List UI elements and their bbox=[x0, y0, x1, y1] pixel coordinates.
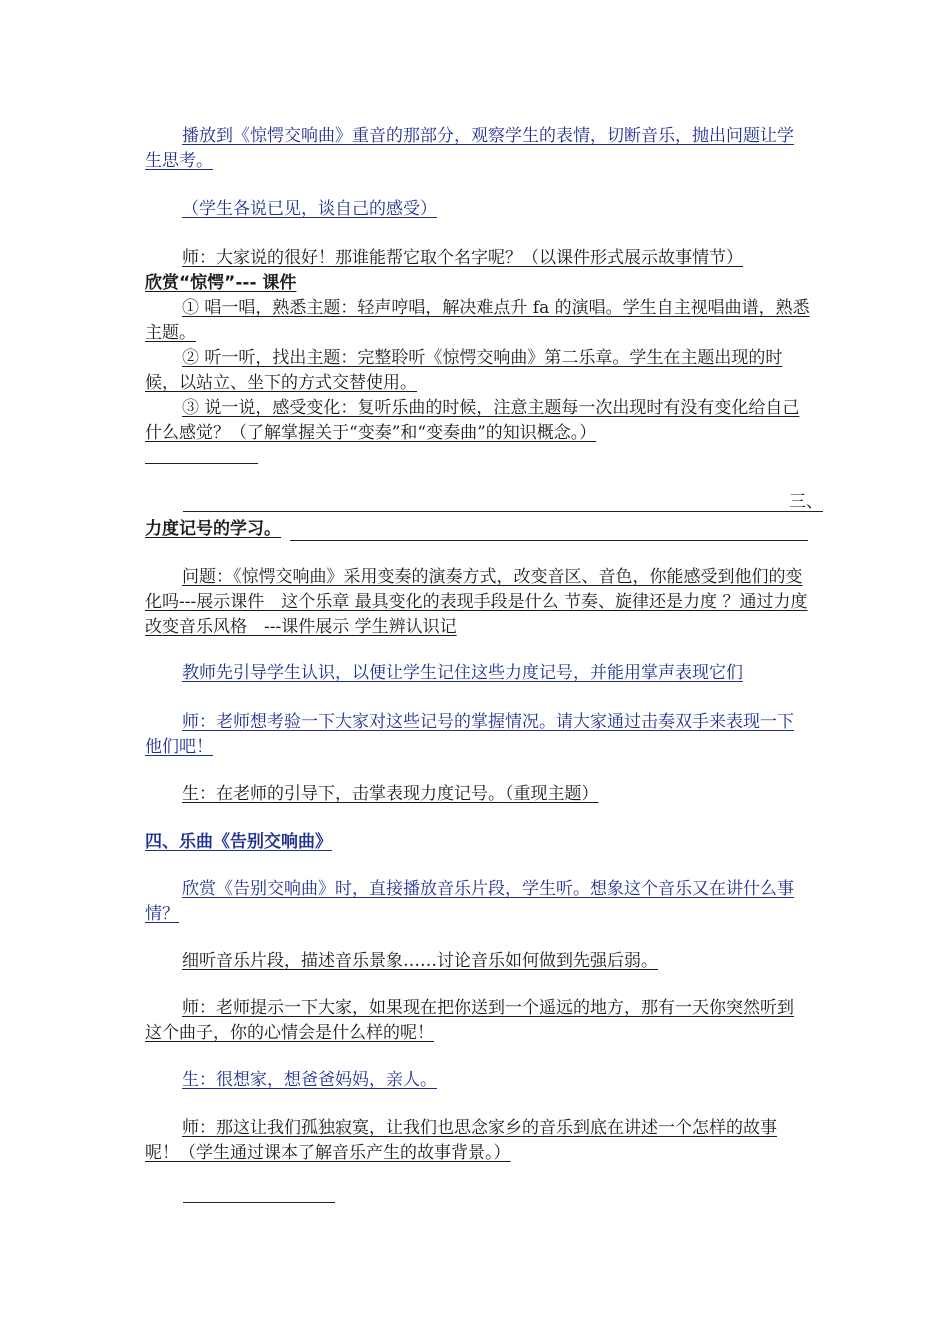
paragraph-appreciate-farewell: 欣赏《告别交响曲》时，直接播放音乐片段，学生听。想象这个音乐又在讲什么事情？ bbox=[145, 879, 794, 924]
section-three-number: 三、 bbox=[789, 492, 823, 512]
paragraph-students-opinions: （学生各说已见，谈自己的感受） bbox=[182, 199, 437, 219]
heading-farewell-symphony: 四、乐曲《告别交响曲》 bbox=[145, 832, 332, 852]
paragraph-teacher-test: 师：老师想考验一下大家对这些记号的掌握情况。请大家通过击奏双手来表现一下他们吧！ bbox=[145, 712, 794, 757]
paragraph-question-variation: 问题：《惊愕交响曲》采用变奏的演奏方式，改变音区、音色，你能感受到他们的变化吗---展示课件 这个乐章 最具变化的表现手段是什么 节奏、旋律还是力度 ？通过力度 改变音乐风格 ---课件展示 学生辨认识记 bbox=[145, 567, 808, 637]
paragraph-listen-describe: 细听音乐片段，描述音乐景象……讨论音乐如何做到先强后弱。 bbox=[182, 951, 658, 971]
paragraph-talk-feel-change: ③ 说一说，感受变化：复听乐曲的时候，注意主题每一次出现时有没有变化给自己什么感觉？（了解掌握关于“变奏”和“变奏曲”的知识概念。） bbox=[145, 398, 800, 443]
paragraph-teacher-story: 师：那这让我们孤独寂寞，让我们也思念家乡的音乐到底在讲述一个怎样的故事呢！（学生通过课本了解音乐产生的故事背景。） bbox=[145, 1118, 777, 1163]
heading-dynamics-marks: 力度记号的学习。 bbox=[145, 519, 281, 539]
paragraph-student-homesick: 生：很想家，想爸爸妈妈，亲人。 bbox=[182, 1070, 437, 1090]
footnote-divider bbox=[183, 1202, 335, 1203]
paragraph-teacher-naming: 师：大家说的很好！那谁能帮它取个名字呢？（以课件形式展示故事情节） bbox=[182, 248, 743, 268]
paragraph-listen-find-theme: ② 听一听，找出主题：完整聆听《惊愕交响曲》第二乐章。学生在主题出现的时候，以站立、坐下的方式交替使用。 bbox=[145, 348, 783, 393]
paragraph-teacher-guides: 教师先引导学生认识，以便让学生记住这些力度记号，并能用掌声表现它们 bbox=[182, 663, 743, 683]
heading-appreciate-surprise: 欣赏“惊愕”--- 课件 bbox=[145, 273, 297, 293]
paragraph-sing-along: ① 唱一唱，熟悉主题：轻声哼唱，解决难点升 fa 的演唱。学生自主视唱曲谱，熟悉主题。 bbox=[145, 298, 810, 343]
paragraph-play-surprise: 播放到《惊愕交响曲》重音的那部分，观察学生的表情，切断音乐，抛出问题让学生思考。 bbox=[145, 126, 794, 171]
heading-dynamics-rule bbox=[290, 540, 808, 541]
paragraph-teacher-hint: 师：老师提示一下大家，如果现在把你送到一个遥远的地方，那有一天你突然听到这个曲子，你的心情会是什么样的呢！ bbox=[145, 998, 794, 1043]
short-divider bbox=[145, 463, 258, 464]
paragraph-student-clap: 生：在老师的引导下，击掌表现力度记号。（重现主题） bbox=[182, 784, 599, 804]
